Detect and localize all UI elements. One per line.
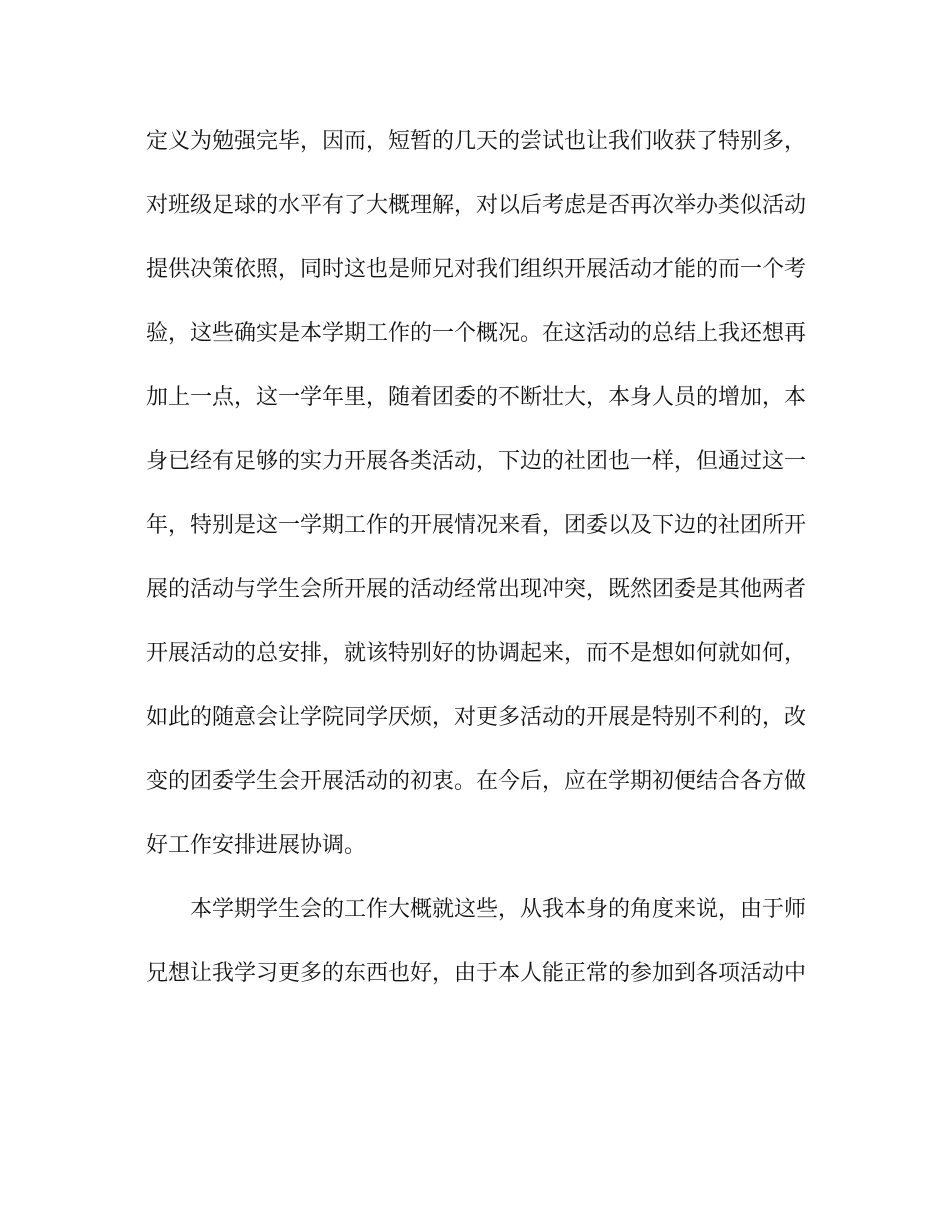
text-line: 年，特别是这一学期工作的开展情况来看，团委以及下边的社团所开: [146, 513, 807, 538]
text-line: 兄想让我学习更多的东西也好，由于本人能正常的参加到各项活动中: [146, 961, 807, 986]
text-line: 变的团委学生会开展活动的初衷。在今后，应在学期初便结合各方做: [146, 769, 807, 794]
text-line: 身已经有足够的实力开展各类活动，下边的社团也一样，但通过这一: [146, 449, 807, 474]
text-line: 提供决策依照，同时这也是师兄对我们组织开展活动才能的而一个考: [146, 257, 807, 282]
text-line: 验，这些确实是本学期工作的一个概况。在这活动的总结上我还想再: [146, 321, 807, 346]
text-line: 定义为勉强完毕，因而，短暂的几天的尝试也让我们收获了特别多，: [146, 129, 807, 154]
text-line: 展的活动与学生会所开展的活动经常出现冲突，既然团委是其他两者: [146, 577, 807, 602]
paragraph-2: [146, 890, 806, 1018]
text-line: 如此的随意会让学院同学厌烦，对更多活动的开展是特别不利的，改: [146, 705, 807, 730]
text-line: 加上一点，这一学年里，随着团委的不断壮大，本身人员的增加，本: [146, 385, 807, 410]
text-line: 对班级足球的水平有了大概理解，对以后考虑是否再次举办类似活动: [146, 193, 807, 218]
document-body: [146, 122, 806, 1018]
text-line: 开展活动的总安排，就该特别好的协调起来，而不是想如何就如何，: [146, 641, 807, 666]
text-line: 本学期学生会的工作大概就这些，从我本身的角度来说，由于师: [190, 897, 807, 922]
text-line: 好工作安排进展协调。: [146, 833, 367, 858]
paragraph-1: [146, 122, 806, 890]
